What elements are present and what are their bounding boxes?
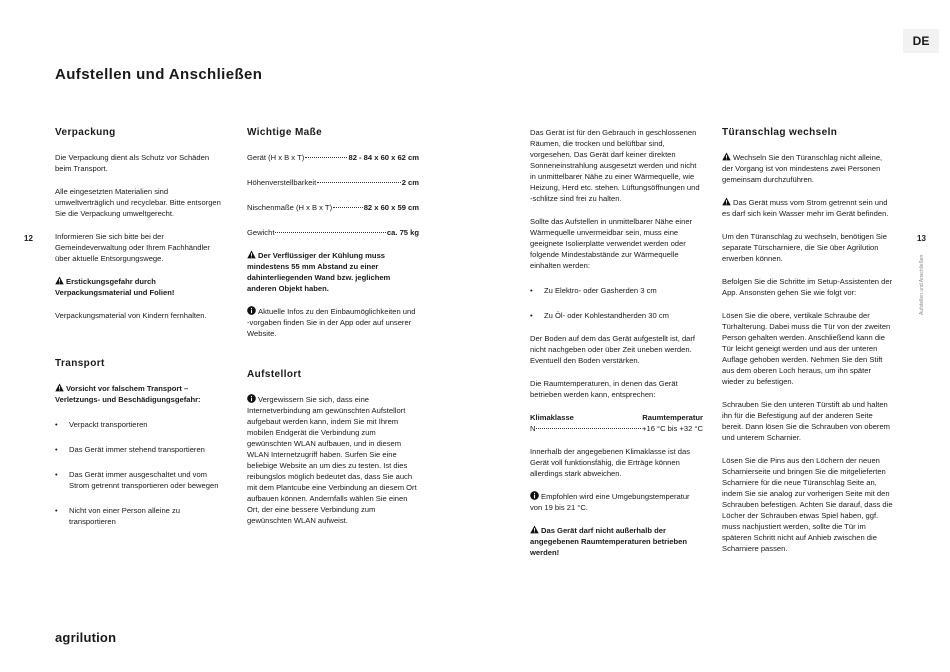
spec-value: 82 x 60 x 59 cm	[363, 203, 419, 212]
aufstellort-paragraph: Sollte das Aufstellen in unmittelbarer Nähe einer Wärmequelle unvermeidbar sein, muss eine geeignete Isolierplatte verwendet werden oder folgende Mindestabstände zur Wärmequelle einhalten werden:	[530, 217, 693, 270]
table-cell: N	[530, 424, 536, 433]
tueranschlag-heading: Türanschlag wechseln	[722, 127, 838, 138]
page-title: Aufstellen und Anschließen	[55, 66, 263, 83]
brand-logo: agrilution	[55, 630, 117, 645]
spec-label: Nischenmaße (H x B x T)	[247, 203, 333, 212]
spec-row	[247, 227, 419, 238]
tueranschlag-warning: Wechseln Sie den Türanschlag nicht alleine, der Vorgang ist von mindestens zwei Personen gemeinsam durchzuführen.	[722, 153, 883, 184]
spec-label: Gewicht	[247, 228, 275, 237]
info-icon	[247, 306, 256, 315]
list-item: • Das Gerät immer ausgeschaltet und vom Strom getrennt transportieren oder bewegen	[55, 469, 227, 491]
transport-warning: Vorsicht vor falschem Transport – Verletzungs- und Beschädigungsgefahr:	[55, 384, 201, 404]
tueranschlag-warning: Das Gerät muss vom Strom getrennt sein und es darf sich kein Wasser mehr im Gerät befinden.	[722, 198, 889, 218]
list-item: • Das Gerät immer stehend transportieren	[55, 444, 227, 455]
spec-value: ca. 75 kg	[386, 228, 419, 237]
spec-row	[247, 152, 419, 163]
distance-list	[530, 285, 703, 321]
column-4	[722, 127, 895, 554]
warning-icon	[722, 152, 731, 161]
page-number-left: 12	[24, 234, 33, 243]
tueranschlag-paragraph: Lösen Sie die obere, vertikale Schraube der Türhalterung. Dabei muss die Tür von der zweiten Person gehalten werden. Anschließend kann die Tür leicht geneigt werden und aus der unteren Auflage gehoben werden. Nehmen Sie den Stift aus dem oberen Loch heraus, um ihn später wieder zu befestigen.	[722, 311, 891, 386]
spec-label: Gerät (H x B x T)	[247, 153, 305, 162]
climate-table-row	[530, 423, 703, 434]
masse-warning: Der Verflüssiger der Kühlung muss mindestens 55 mm Abstand zu einer dahinterliegenden Wand bzw. jeglichem anderen Objekt haben.	[247, 251, 391, 293]
aufstellort-paragraph: Innerhalb der angegebenen Klimaklasse ist das Gerät voll funktionsfähig, die Erträge können allerdings stark abweichen.	[530, 447, 690, 478]
column-2	[247, 127, 419, 526]
list-item: • Zu Öl- oder Kohlestandherden 30 cm	[530, 310, 703, 321]
aufstellort-paragraph: Das Gerät ist für den Gebrauch in geschlossenen Räumen, die trocken und belüftbar sind, vorgesehen. Das Gerät darf keiner direkten Sonneneinstrahlung ausgesetzt werden und nicht in unmittelbarer Nähe zu einer Wärmequelle, wie Heizung, Herd etc. stehen. Lüftungsöffnungen und -schlitze sind frei zu halten.	[530, 128, 700, 203]
verpackung-paragraph: Alle eingesetzten Materialien sind umweltverträglich und recyclebar. Bitte entsorgen Sie die Verpackung umweltgerecht.	[55, 187, 221, 218]
spec-value: 2 cm	[401, 178, 419, 187]
aufstellort-paragraph: Die Raumtemperaturen, in denen das Gerät betrieben werden kann, entsprechen:	[530, 379, 678, 399]
list-item: • Nicht von einer Person alleine zu transportieren	[55, 505, 227, 527]
warning-icon	[55, 276, 64, 285]
transport-heading: Transport	[55, 358, 105, 369]
tueranschlag-paragraph: Lösen Sie die Pins aus den Löchern der neuen Scharnierseite und bringen Sie die mitgelieferten Scharniere für die neue Türanschlag Seite an, indem Sie sie analog zur vorherigen Seite mit den Schrauben befestigen. Achten Sie darauf, dass die Löcher der Schrauben etwas Spiel haben, ggf. muss nachjustiert werden, sollte die Tür im späteren Schritt nicht auf Anhieb zwischen die Scharniere passen.	[722, 456, 893, 553]
temperature-warning: Das Gerät darf nicht außerhalb der angegebenen Raumtemperaturen betrieben werden!	[530, 526, 687, 557]
verpackung-paragraph: Die Verpackung dient als Schutz vor Schäden beim Transport.	[55, 153, 210, 173]
verpackung-paragraph: Verpackungsmaterial von Kindern fernhalten.	[55, 311, 207, 320]
warning-icon	[530, 525, 539, 534]
tueranschlag-paragraph: Um den Türanschlag zu wechseln, benötigen Sie separate Türscharniere, die Sie über Agrilution erwerben können.	[722, 232, 887, 263]
masse-heading: Wichtige Maße	[247, 127, 323, 138]
temperature-info: Empfohlen wird eine Umgebungstemperatur von 19 bis 21 °C.	[530, 492, 690, 512]
aufstellort-heading: Aufstellort	[247, 369, 302, 380]
climate-table-header	[530, 412, 703, 423]
masse-info: Aktuelle Infos zu den Einbaumöglichkeiten und -vorgaben finden Sie in der App oder auf unserer Website.	[247, 307, 416, 338]
transport-list	[55, 419, 227, 527]
warning-icon	[55, 383, 64, 392]
spec-row	[247, 202, 419, 213]
spec-value: 82 - 84 x 60 x 62 cm	[348, 153, 419, 162]
table-header: Raumtemperatur	[642, 413, 703, 422]
spec-row	[247, 177, 419, 188]
verpackung-paragraph: Informieren Sie sich bitte bei der Gemeindeverwaltung oder Ihrem Fachhändler über aktuelle Entsorgungswege.	[55, 232, 210, 263]
list-item: • Zu Elektro- oder Gasherden 3 cm	[530, 285, 703, 296]
table-cell: +16 °C bis +32 °C	[642, 424, 703, 433]
list-item: • Verpackt transportieren	[55, 419, 227, 430]
info-icon	[530, 491, 539, 500]
verpackung-heading: Verpackung	[55, 127, 116, 138]
info-icon	[247, 394, 256, 403]
aufstellort-paragraph: Der Boden auf dem das Gerät aufgestellt ist, darf nicht nachgeben oder über Zeit uneben werden. Eventuell den Boden verstärken.	[530, 334, 696, 365]
column-3	[530, 127, 703, 558]
language-badge: DE	[903, 29, 939, 53]
side-chapter-label: Aufstellen und Anschließen	[919, 254, 925, 315]
warning-icon	[247, 250, 256, 259]
table-header: Klimaklasse	[530, 413, 574, 422]
aufstellort-info: Vergewissern Sie sich, dass eine Internetverbindung am gewünschten Aufstellort aufgebaut werden kann, indem Sie mit Ihrem mobilen Endgerät die Verbindung zum gewünschten WLAN aufbauen, und in diesem WLAN Internetzugriff haben. Surfen Sie eine beliebige Website an um dies zu testen. Ist dies reibungslos möglich bedeutet das, dass Sie auch mit dem Plantcube eine Verbindung an diesem Ort aufbauen können. Andernfalls wählen Sie einen Ort, der eine bessere Verbindung zum gewünschten WLAN aufweist.	[247, 395, 417, 525]
warning-icon	[722, 197, 731, 206]
tueranschlag-paragraph: Befolgen Sie die Schritte im Setup-Assistenten der App. Ansonsten gehen Sie wie folgt vor:	[722, 277, 893, 297]
column-1	[55, 127, 227, 527]
verpackung-warning: Erstickungsgefahr durch Verpackungsmaterial und Folien!	[55, 277, 175, 297]
spec-label: Höhenverstellbarkeit	[247, 178, 317, 187]
page-number-right: 13	[917, 234, 926, 243]
tueranschlag-paragraph: Schrauben Sie den unteren Türstift ab und halten ihn für die Befestigung auf der anderen Seite bereit. Dann lösen Sie die Schrauben von oberem und unterem Scharnier.	[722, 400, 891, 442]
